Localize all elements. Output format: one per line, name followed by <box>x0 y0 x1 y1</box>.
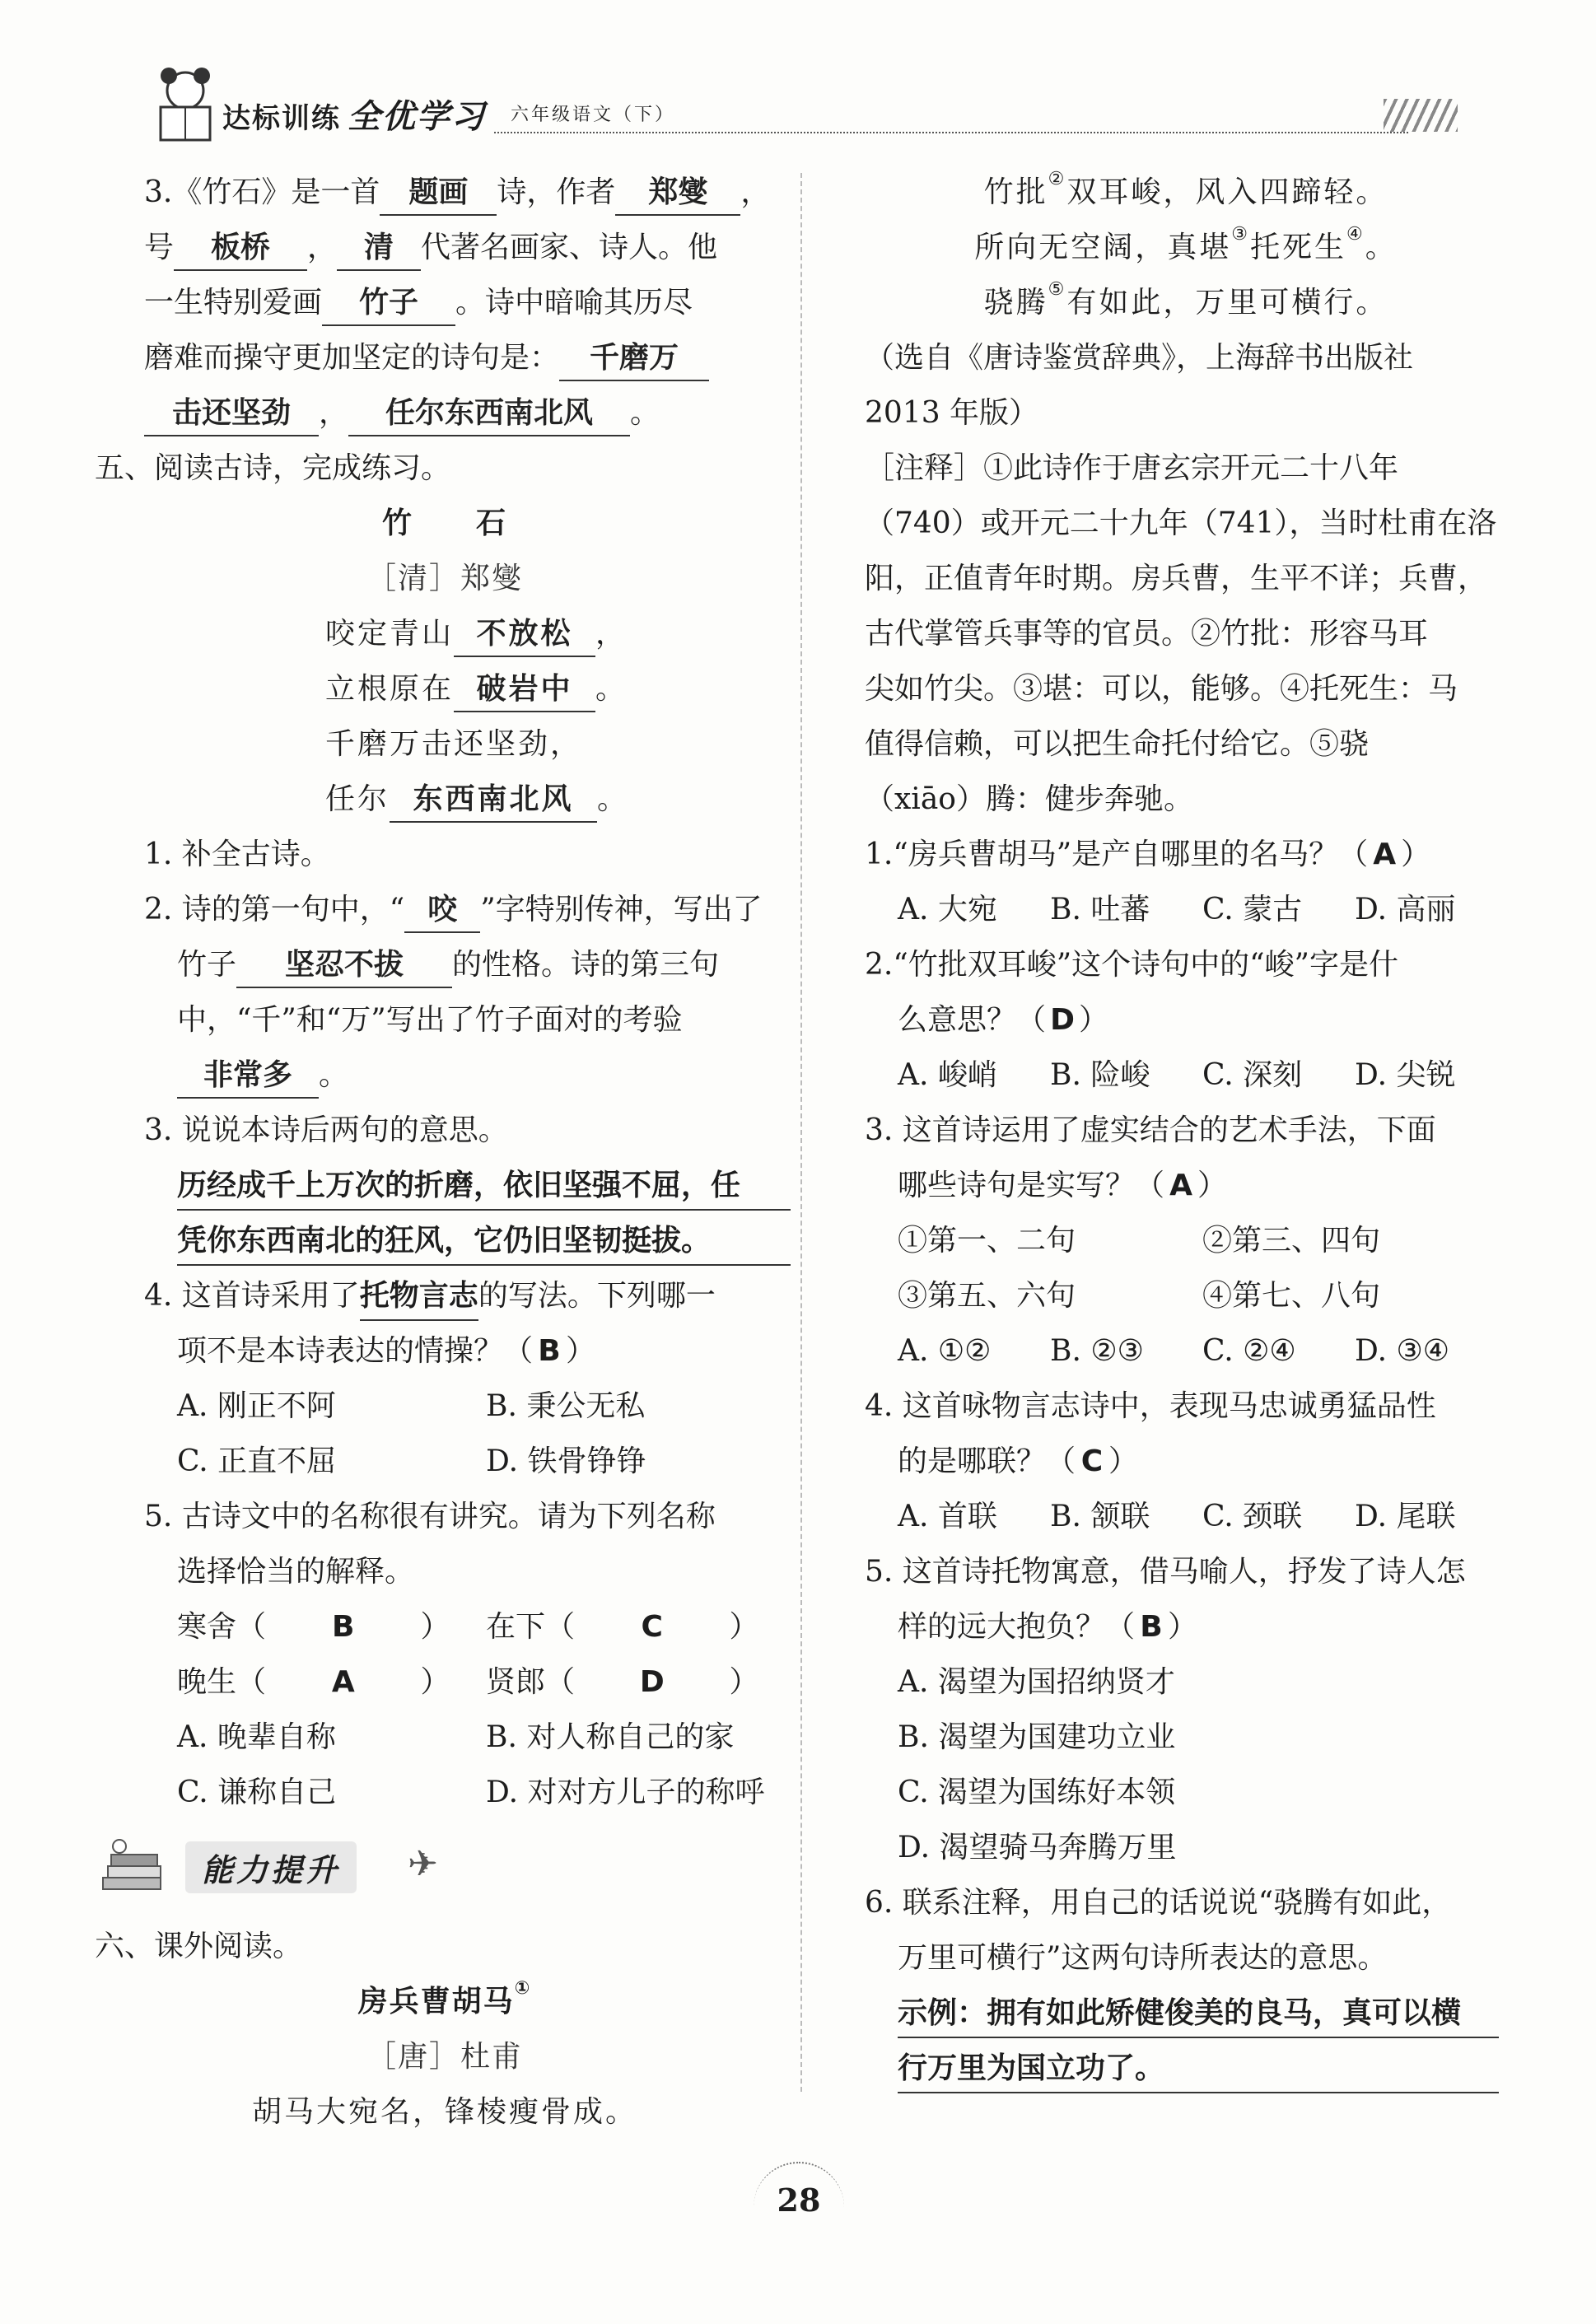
text: ） <box>729 1610 759 1644</box>
option: ④第七、八句 <box>1202 1279 1381 1313</box>
text: 。 <box>597 782 630 816</box>
text: ） <box>1168 1610 1198 1644</box>
option: C. 深刻 <box>1202 1058 1303 1092</box>
brand-title <box>222 91 486 138</box>
option: D. 尾联 <box>1355 1500 1456 1533</box>
choice-answer: C <box>1080 1444 1104 1478</box>
rq4-prompt-1: 4. 这首咏物言志诗中，表现马忠诚勇猛品性 <box>865 1389 1436 1423</box>
rq4-prompt-2 <box>865 1434 1507 1489</box>
q3-line-1 <box>95 165 795 220</box>
q2-line-3: 中，“千”和“万”写出了竹子面对的考验 <box>177 1003 683 1037</box>
text: 咬定青山 <box>325 617 455 651</box>
answer-blank: 非常多 <box>177 1054 319 1099</box>
q3-line-5 <box>95 385 795 441</box>
poem-title: 竹 石 <box>381 506 507 540</box>
text: 寒舍（ <box>177 1610 267 1644</box>
left-column <box>95 165 795 1820</box>
notes-line-4: 古代掌管兵事等的官员。②竹批：形容马耳 <box>865 617 1429 651</box>
brand-name: 达标训练 <box>222 102 341 135</box>
answer-blank: 郑燮 <box>615 171 740 216</box>
column-divider <box>800 173 802 2092</box>
text: ， <box>319 396 349 430</box>
term <box>486 1599 795 1654</box>
text: 贤郎（ <box>486 1665 576 1699</box>
text: 任尔 <box>325 782 390 816</box>
q4-line-1 <box>95 1268 795 1323</box>
answer-line: 行万里为国立功了。 <box>898 2046 1499 2093</box>
notes-line-3: 阳，正值青年时期。房兵曹，生平不详；兵曹， <box>865 562 1488 595</box>
ability-banner <box>95 1836 457 1902</box>
footnote-marker: ④ <box>1346 224 1365 245</box>
q4-options-1 <box>95 1379 795 1434</box>
text: 样的远大抱负？（ <box>898 1610 1136 1644</box>
option: ②第三、四句 <box>1202 1224 1381 1258</box>
choice-answer: B <box>332 1610 355 1644</box>
header-stripes <box>1384 99 1458 132</box>
banner-title: 能力提升 <box>185 1841 357 1893</box>
footnote-marker: ① <box>514 1978 532 1999</box>
text: ） <box>420 1610 450 1644</box>
rq6-answer-2 <box>865 2041 1507 2096</box>
term <box>177 1654 486 1710</box>
text: 的性格。诗的第三句 <box>452 948 720 982</box>
section-5-heading: 五、阅读古诗，完成练习。 <box>95 451 451 485</box>
mascot-reading-icon <box>140 66 231 148</box>
option: A. 大宛 <box>898 893 997 926</box>
books-icon <box>95 1836 177 1902</box>
source-line-1: （选自《唐诗鉴赏辞典》，上海辞书出版社 <box>865 341 1414 375</box>
rq2-prompt-2 <box>865 992 1507 1048</box>
rq5-option-b: B. 渴望为国建功立业 <box>898 1720 1176 1754</box>
text: 在下（ <box>486 1610 576 1644</box>
rq5-prompt-2 <box>865 1599 1507 1654</box>
notes-line-7: （xiāo）腾：健步奔驰。 <box>865 782 1193 816</box>
text: 双耳峻，风入四蹄轻。 <box>1066 175 1388 209</box>
text: 有如此，万里可横行。 <box>1066 286 1388 320</box>
text: 竹批 <box>983 175 1048 209</box>
option: A. 首联 <box>898 1500 997 1533</box>
text: 立根原在 <box>325 672 455 706</box>
q5-terms-2 <box>95 1654 795 1710</box>
rq6-prompt-1: 6. 联系注释，用自己的话说说“骁腾有如此， <box>865 1886 1452 1920</box>
answer-line: 示例：拥有如此矫健俊美的良马，真可以横 <box>898 1990 1499 2038</box>
option: B. 秉公无私 <box>486 1389 646 1423</box>
option: B. 吐蕃 <box>1050 893 1150 926</box>
text: 。 <box>1365 231 1398 264</box>
option: D. 尖锐 <box>1355 1058 1456 1092</box>
q5-line-1: 5. 古诗文中的名称很有讲究。请为下列名称 <box>144 1500 716 1533</box>
choice-answer: A <box>1373 838 1397 871</box>
rq5-option-c: C. 渴望为国练好本领 <box>898 1776 1176 1809</box>
q1-fill-poem: 1. 补全古诗。 <box>144 838 330 871</box>
option: ①第一、二句 <box>898 1224 1076 1258</box>
text: 哪些诗句是实写？（ <box>898 1169 1165 1202</box>
answer-blank: 竹子 <box>322 282 455 326</box>
choice-answer: A <box>331 1665 355 1699</box>
text: ， <box>307 231 338 264</box>
poem-line-2 <box>95 661 795 716</box>
q2-line-4 <box>95 1048 795 1103</box>
brand-script: 全优学习 <box>348 97 486 136</box>
answer-underline: 托物言志 <box>360 1273 478 1321</box>
rq4-options <box>865 1489 1507 1544</box>
text: 房兵曹胡马 <box>357 1985 515 2018</box>
answer-line: 凭你东西南北的狂风，它仍旧坚韧挺拔。 <box>177 1218 791 1266</box>
poem-line-3: 千磨万击还坚劲， <box>325 727 583 761</box>
rq3-options <box>865 1323 1507 1379</box>
option: D. 对对方儿子的称呼 <box>486 1776 765 1809</box>
text: 托死生 <box>1249 231 1346 264</box>
q3b-prompt: 3. 说说本诗后两句的意思。 <box>144 1113 508 1147</box>
choice-answer: D <box>1050 1003 1075 1037</box>
option: B. 险峻 <box>1050 1058 1150 1092</box>
option: A. ①② <box>898 1334 992 1368</box>
text: ） <box>1079 1003 1109 1037</box>
answer-blank: 题画 <box>380 171 497 216</box>
rq6-prompt-2: 万里可横行”这两句诗所表达的意思。 <box>898 1941 1388 1975</box>
text: 的写法。下列哪一 <box>478 1279 716 1313</box>
rq2-options <box>865 1048 1507 1103</box>
rq5-option-d: D. 渴望骑马奔腾万里 <box>898 1831 1177 1864</box>
option: C. 蒙古 <box>1202 893 1303 926</box>
term <box>177 1599 486 1654</box>
section-6 <box>95 1919 795 2140</box>
notes-line-6: 值得信赖，可以把生命托付给它。⑤骁 <box>865 727 1370 761</box>
q5-line-2: 选择恰当的解释。 <box>177 1555 415 1589</box>
q2-line-1 <box>95 882 795 937</box>
q3-line-3 <box>95 275 795 330</box>
poem-line-1 <box>95 606 795 661</box>
source-line-2: 2013 年版） <box>865 396 1039 430</box>
option: D. 铁骨铮铮 <box>486 1444 646 1478</box>
choice-answer: D <box>639 1665 665 1699</box>
rq3-sentences-1 <box>865 1213 1507 1268</box>
term <box>486 1654 795 1710</box>
q4-line-2 <box>95 1323 795 1379</box>
rq5-option-a: A. 渴望为国招纳贤才 <box>898 1665 1175 1699</box>
text: ） <box>1197 1169 1228 1202</box>
q5-options-1 <box>95 1710 795 1765</box>
rq5-prompt-1: 5. 这首诗托物寓意，借马喻人，抒发了诗人怎 <box>865 1555 1466 1589</box>
text: ”字特别传神，写出了 <box>480 893 763 926</box>
poem2-line-3 <box>865 220 1507 275</box>
rq1-prompt <box>865 827 1507 882</box>
option: C. 谦称自己 <box>177 1776 337 1809</box>
airplane-icon: ✈ <box>408 1843 438 1885</box>
text: ， <box>595 617 628 651</box>
q5-options-2 <box>95 1765 795 1820</box>
rq3-prompt-2 <box>865 1158 1507 1213</box>
header-rule <box>494 132 1408 133</box>
answer-blank: 千磨万 <box>559 337 709 381</box>
text: 骁腾 <box>983 286 1048 320</box>
text: 所向无空阔，真堪 <box>974 231 1232 264</box>
poem2-line-2 <box>865 165 1507 220</box>
text: 号 <box>144 231 175 264</box>
text: 。 <box>595 672 628 706</box>
text: 代著名画家、诗人。他 <box>421 231 718 264</box>
q3b-answer-line-1 <box>95 1158 795 1213</box>
answer-blank: 破岩中 <box>454 668 595 712</box>
choice-answer: A <box>1169 1169 1192 1202</box>
poem-author: ［清］郑燮 <box>366 562 523 595</box>
footnote-marker: ③ <box>1231 224 1250 245</box>
notes-line-5: 尖如竹尖。③堪：可以，能够。④托死生：马 <box>865 672 1458 706</box>
q3-line-2 <box>95 220 795 275</box>
option: A. 峻峭 <box>898 1058 997 1092</box>
footnote-marker: ⑤ <box>1048 279 1067 300</box>
option: B. 颔联 <box>1050 1500 1150 1533</box>
option: B. ②③ <box>1050 1334 1144 1368</box>
text: 磨难而操守更加坚定的诗句是： <box>144 341 560 375</box>
text: 。 <box>630 396 660 430</box>
answer-blank: 坚忍不拔 <box>236 944 452 988</box>
option: C. 颈联 <box>1202 1500 1303 1533</box>
text: ， <box>740 175 771 209</box>
text: 。 <box>319 1058 349 1092</box>
grade-label: 六年级语文（下） <box>511 105 676 125</box>
q3b-answer-line-2 <box>95 1213 795 1268</box>
option: A. 晚辈自称 <box>177 1720 336 1754</box>
text: 的是哪联？（ <box>898 1444 1076 1478</box>
answer-blank: 不放松 <box>454 613 595 657</box>
option: C. ②④ <box>1202 1334 1296 1368</box>
answer-blank: 板桥 <box>174 226 307 271</box>
poem2-line-1: 胡马大宛名，锋棱瘦骨成。 <box>251 2095 637 2129</box>
q5-terms-1 <box>95 1599 795 1654</box>
option: A. 刚正不阿 <box>177 1389 336 1423</box>
notes-line-1: ［注释］①此诗作于唐玄宗开元二十八年 <box>865 451 1399 485</box>
text: 1.“房兵曹胡马”是产自哪里的名马？（ <box>865 838 1369 871</box>
answer-blank: 任尔东西南北风 <box>348 392 630 436</box>
text: 竹子 <box>177 948 237 982</box>
text: 3.《竹石》是一首 <box>144 175 380 209</box>
text: 么意思？（ <box>898 1003 1047 1037</box>
text: ） <box>420 1665 450 1699</box>
option: C. 正直不屈 <box>177 1444 337 1478</box>
text: 。诗中暗喻其历尽 <box>455 286 693 320</box>
q3-line-4 <box>95 330 795 385</box>
text: 4. 这首诗采用了 <box>144 1279 360 1313</box>
choice-answer: C <box>641 1610 663 1644</box>
answer-line: 历经成千上万次的折磨，依旧坚强不屈，任 <box>177 1163 791 1211</box>
answer-blank: 清 <box>337 226 421 271</box>
answer-blank: 击还坚劲 <box>144 392 319 436</box>
poem2-author: ［唐］杜甫 <box>366 2040 523 2074</box>
text: 一生特别爱画 <box>144 286 323 320</box>
text: ） <box>729 1665 759 1699</box>
choice-answer: B <box>538 1334 561 1368</box>
poem-line-4 <box>95 772 795 827</box>
option: D. ③④ <box>1355 1334 1450 1368</box>
option: D. 高丽 <box>1355 893 1456 926</box>
poem2-title <box>95 1974 795 2029</box>
q4-options-2 <box>95 1434 795 1489</box>
rq6-answer-1 <box>865 1986 1507 2041</box>
text: ） <box>566 1334 596 1368</box>
section-6-heading: 六、课外阅读。 <box>95 1930 303 1963</box>
option: ③第五、六句 <box>898 1279 1076 1313</box>
text: 晚生（ <box>177 1665 267 1699</box>
text: ） <box>1108 1444 1139 1478</box>
poem2-line-4 <box>865 275 1507 330</box>
answer-blank: 东西南北风 <box>390 778 597 823</box>
q2-line-2 <box>95 937 795 992</box>
right-column <box>865 165 1507 2096</box>
footnote-marker: ② <box>1048 169 1067 189</box>
text: 2. 诗的第一句中，“ <box>144 893 405 926</box>
rq3-prompt-1: 3. 这首诗运用了虚实结合的艺术手法，下面 <box>865 1113 1436 1147</box>
option: B. 对人称自己的家 <box>486 1720 735 1754</box>
choice-answer: B <box>1140 1610 1163 1644</box>
text: 项不是本诗表达的情操？（ <box>177 1334 534 1368</box>
answer-blank: 咬 <box>404 889 480 933</box>
page-header <box>124 66 1458 148</box>
rq3-sentences-2 <box>865 1268 1507 1323</box>
text: 诗，作者 <box>497 175 616 209</box>
page-number: 28 <box>754 2162 844 2229</box>
rq1-options <box>865 882 1507 937</box>
rq2-prompt-1: 2.“竹批双耳峻”这个诗句中的“峻”字是什 <box>865 948 1398 982</box>
text: ） <box>1401 838 1431 871</box>
notes-line-2: （740）或开元二十九年（741），当时杜甫在洛 <box>865 506 1497 540</box>
